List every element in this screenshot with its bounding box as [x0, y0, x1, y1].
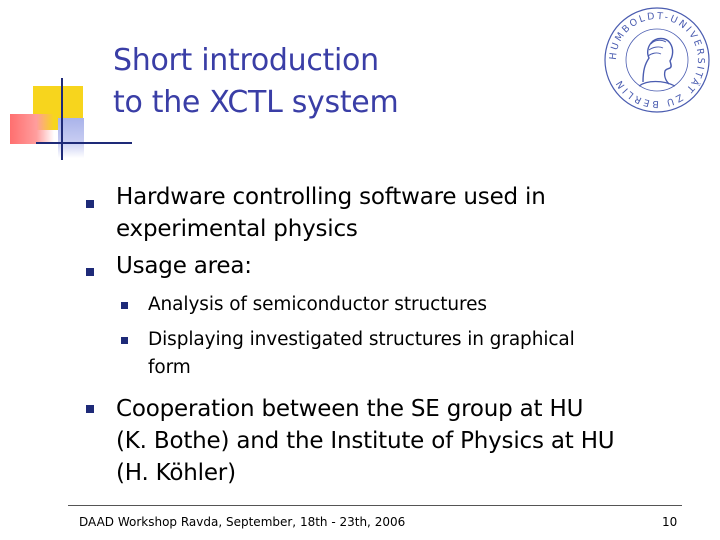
- bullet-marker: [86, 200, 94, 208]
- page-number: 10: [662, 515, 678, 529]
- list-item-text: (H. Köhler): [116, 460, 236, 486]
- list-item-text: experimental physics: [116, 216, 358, 242]
- sub-list-item-text: Analysis of semiconductor structures: [148, 294, 487, 315]
- bullet-marker: [86, 268, 94, 276]
- list-item-text: Cooperation between the SE group at HU: [116, 396, 584, 422]
- title-line: to the XCTL system: [113, 85, 399, 120]
- title-line: Short introduction: [113, 43, 379, 78]
- decorative-vertical-line: [61, 78, 63, 160]
- sub-list-item-text: Displaying investigated structures in graphical: [148, 329, 575, 350]
- slide-title: [113, 40, 398, 124]
- list-item: [116, 250, 252, 282]
- sub-list-item: [148, 291, 487, 319]
- sub-bullet-marker: [121, 302, 128, 309]
- decorative-horizontal-line: [36, 142, 132, 144]
- list-item: [116, 181, 546, 245]
- svg-text:HUMBOLDT-UNIVERSITÄT ZU BERLIN: [608, 11, 706, 109]
- bullet-marker: [86, 405, 94, 413]
- logo-ring-text: HUMBOLDT-UNIVERSITÄT ZU BERLIN: [607, 10, 707, 110]
- list-item-text: (K. Bothe) and the Institute of Physics at HU: [116, 428, 615, 454]
- sub-list-item: [148, 326, 575, 382]
- list-item: [116, 393, 614, 489]
- list-item-text: Hardware controlling software used in: [116, 184, 546, 210]
- footer-divider: [68, 505, 682, 506]
- list-item-text: Usage area:: [116, 253, 252, 279]
- decorative-red-square: [10, 114, 54, 144]
- sub-bullet-marker: [121, 337, 128, 344]
- sub-list-item-text: form: [148, 357, 191, 378]
- footer-text: DAAD Workshop Ravda, September, 18th - 23th, 2006: [79, 515, 406, 529]
- humboldt-university-seal-icon: [603, 6, 711, 114]
